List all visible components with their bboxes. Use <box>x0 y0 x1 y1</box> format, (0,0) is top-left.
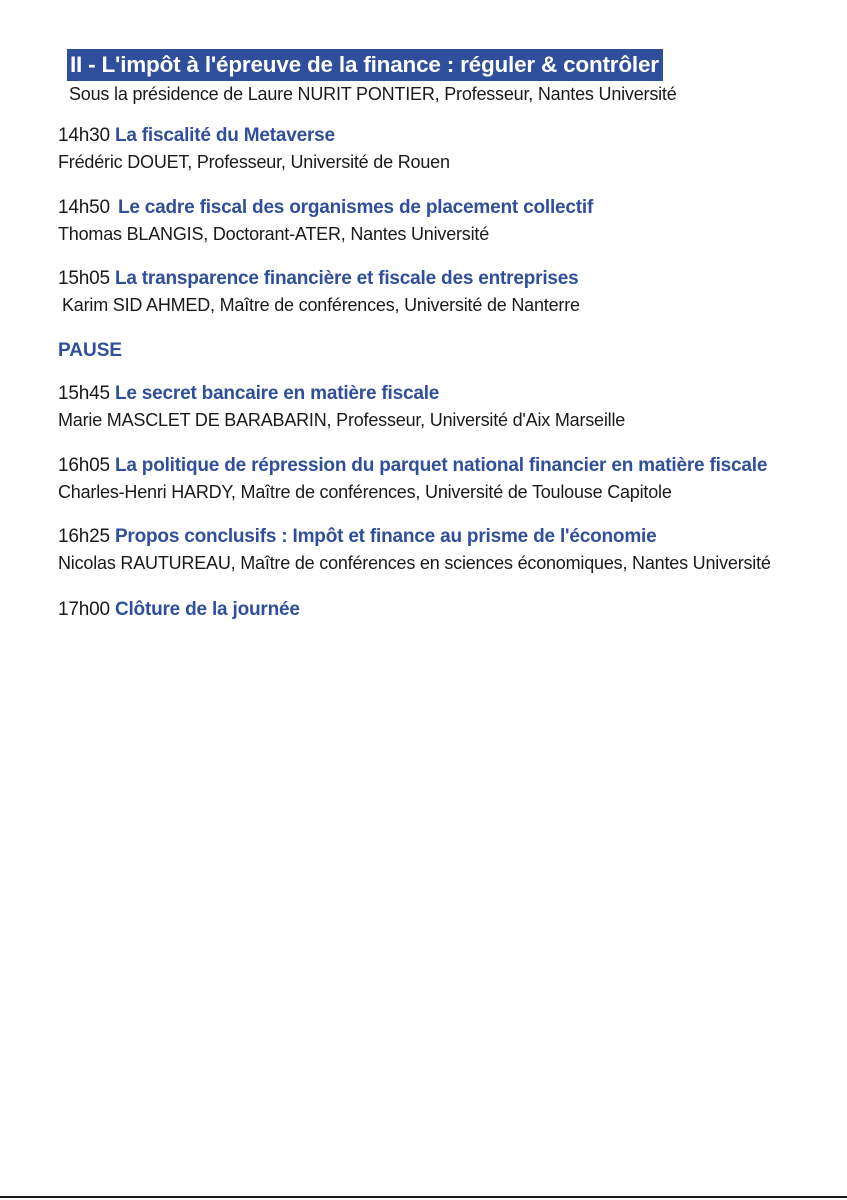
entry-speaker: Frédéric DOUET, Professeur, Université de Rouen <box>58 152 450 172</box>
section-title: II - L'impôt à l'épreuve de la finance : réguler & contrôler <box>67 49 663 81</box>
entry-title: Le secret bancaire en matière fiscale <box>114 383 440 404</box>
entry-time: 16h05 <box>58 455 110 476</box>
entry-title: Clôture de la journée <box>114 599 300 620</box>
entry-title: La fiscalité du Metaverse <box>114 125 335 146</box>
entry-time: 14h50 <box>58 197 110 218</box>
entry-time: 15h45 <box>58 383 110 404</box>
entry-title: Propos conclusifs : Impôt et finance au prisme de l'économie <box>114 526 657 547</box>
entry-speaker: Charles-Henri HARDY, Maître de conférences, Université de Toulouse Capitole <box>58 482 672 502</box>
entry-speaker: Karim SID AHMED, Maître de conférences, Université de Nanterre <box>62 295 580 315</box>
program-entry-6 <box>58 524 771 576</box>
entry-speaker: Nicolas RAUTUREAU, Maître de conférences en sciences économiques, Nantes Université <box>58 553 771 573</box>
entry-time: 15h05 <box>58 268 110 289</box>
entry-speaker: Thomas BLANGIS, Doctorant-ATER, Nantes Université <box>58 224 490 244</box>
entry-title: La transparence financière et fiscale des entreprises <box>114 268 579 289</box>
bottom-divider <box>0 1196 847 1198</box>
entry-time: 17h00 <box>58 599 110 620</box>
program-entry-1 <box>58 123 450 175</box>
program-entry-3 <box>58 266 580 318</box>
pause-label: PAUSE <box>58 340 123 361</box>
program-entry-5 <box>58 453 767 505</box>
entry-title: Le cadre fiscal des organismes de placement collectif <box>117 197 594 218</box>
section-presidency: Sous la présidence de Laure NURIT PONTIER, Professeur, Nantes Université <box>69 84 677 104</box>
program-entry-7 <box>58 597 300 623</box>
program-entry-2 <box>58 195 593 247</box>
entry-title: La politique de répression du parquet national financier en matière fiscale <box>114 455 768 476</box>
entry-time: 14h30 <box>58 125 110 146</box>
entry-time: 16h25 <box>58 526 110 547</box>
program-entry-4 <box>58 381 625 433</box>
entry-speaker: Marie MASCLET DE BARABARIN, Professeur, Université d'Aix Marseille <box>58 410 626 430</box>
